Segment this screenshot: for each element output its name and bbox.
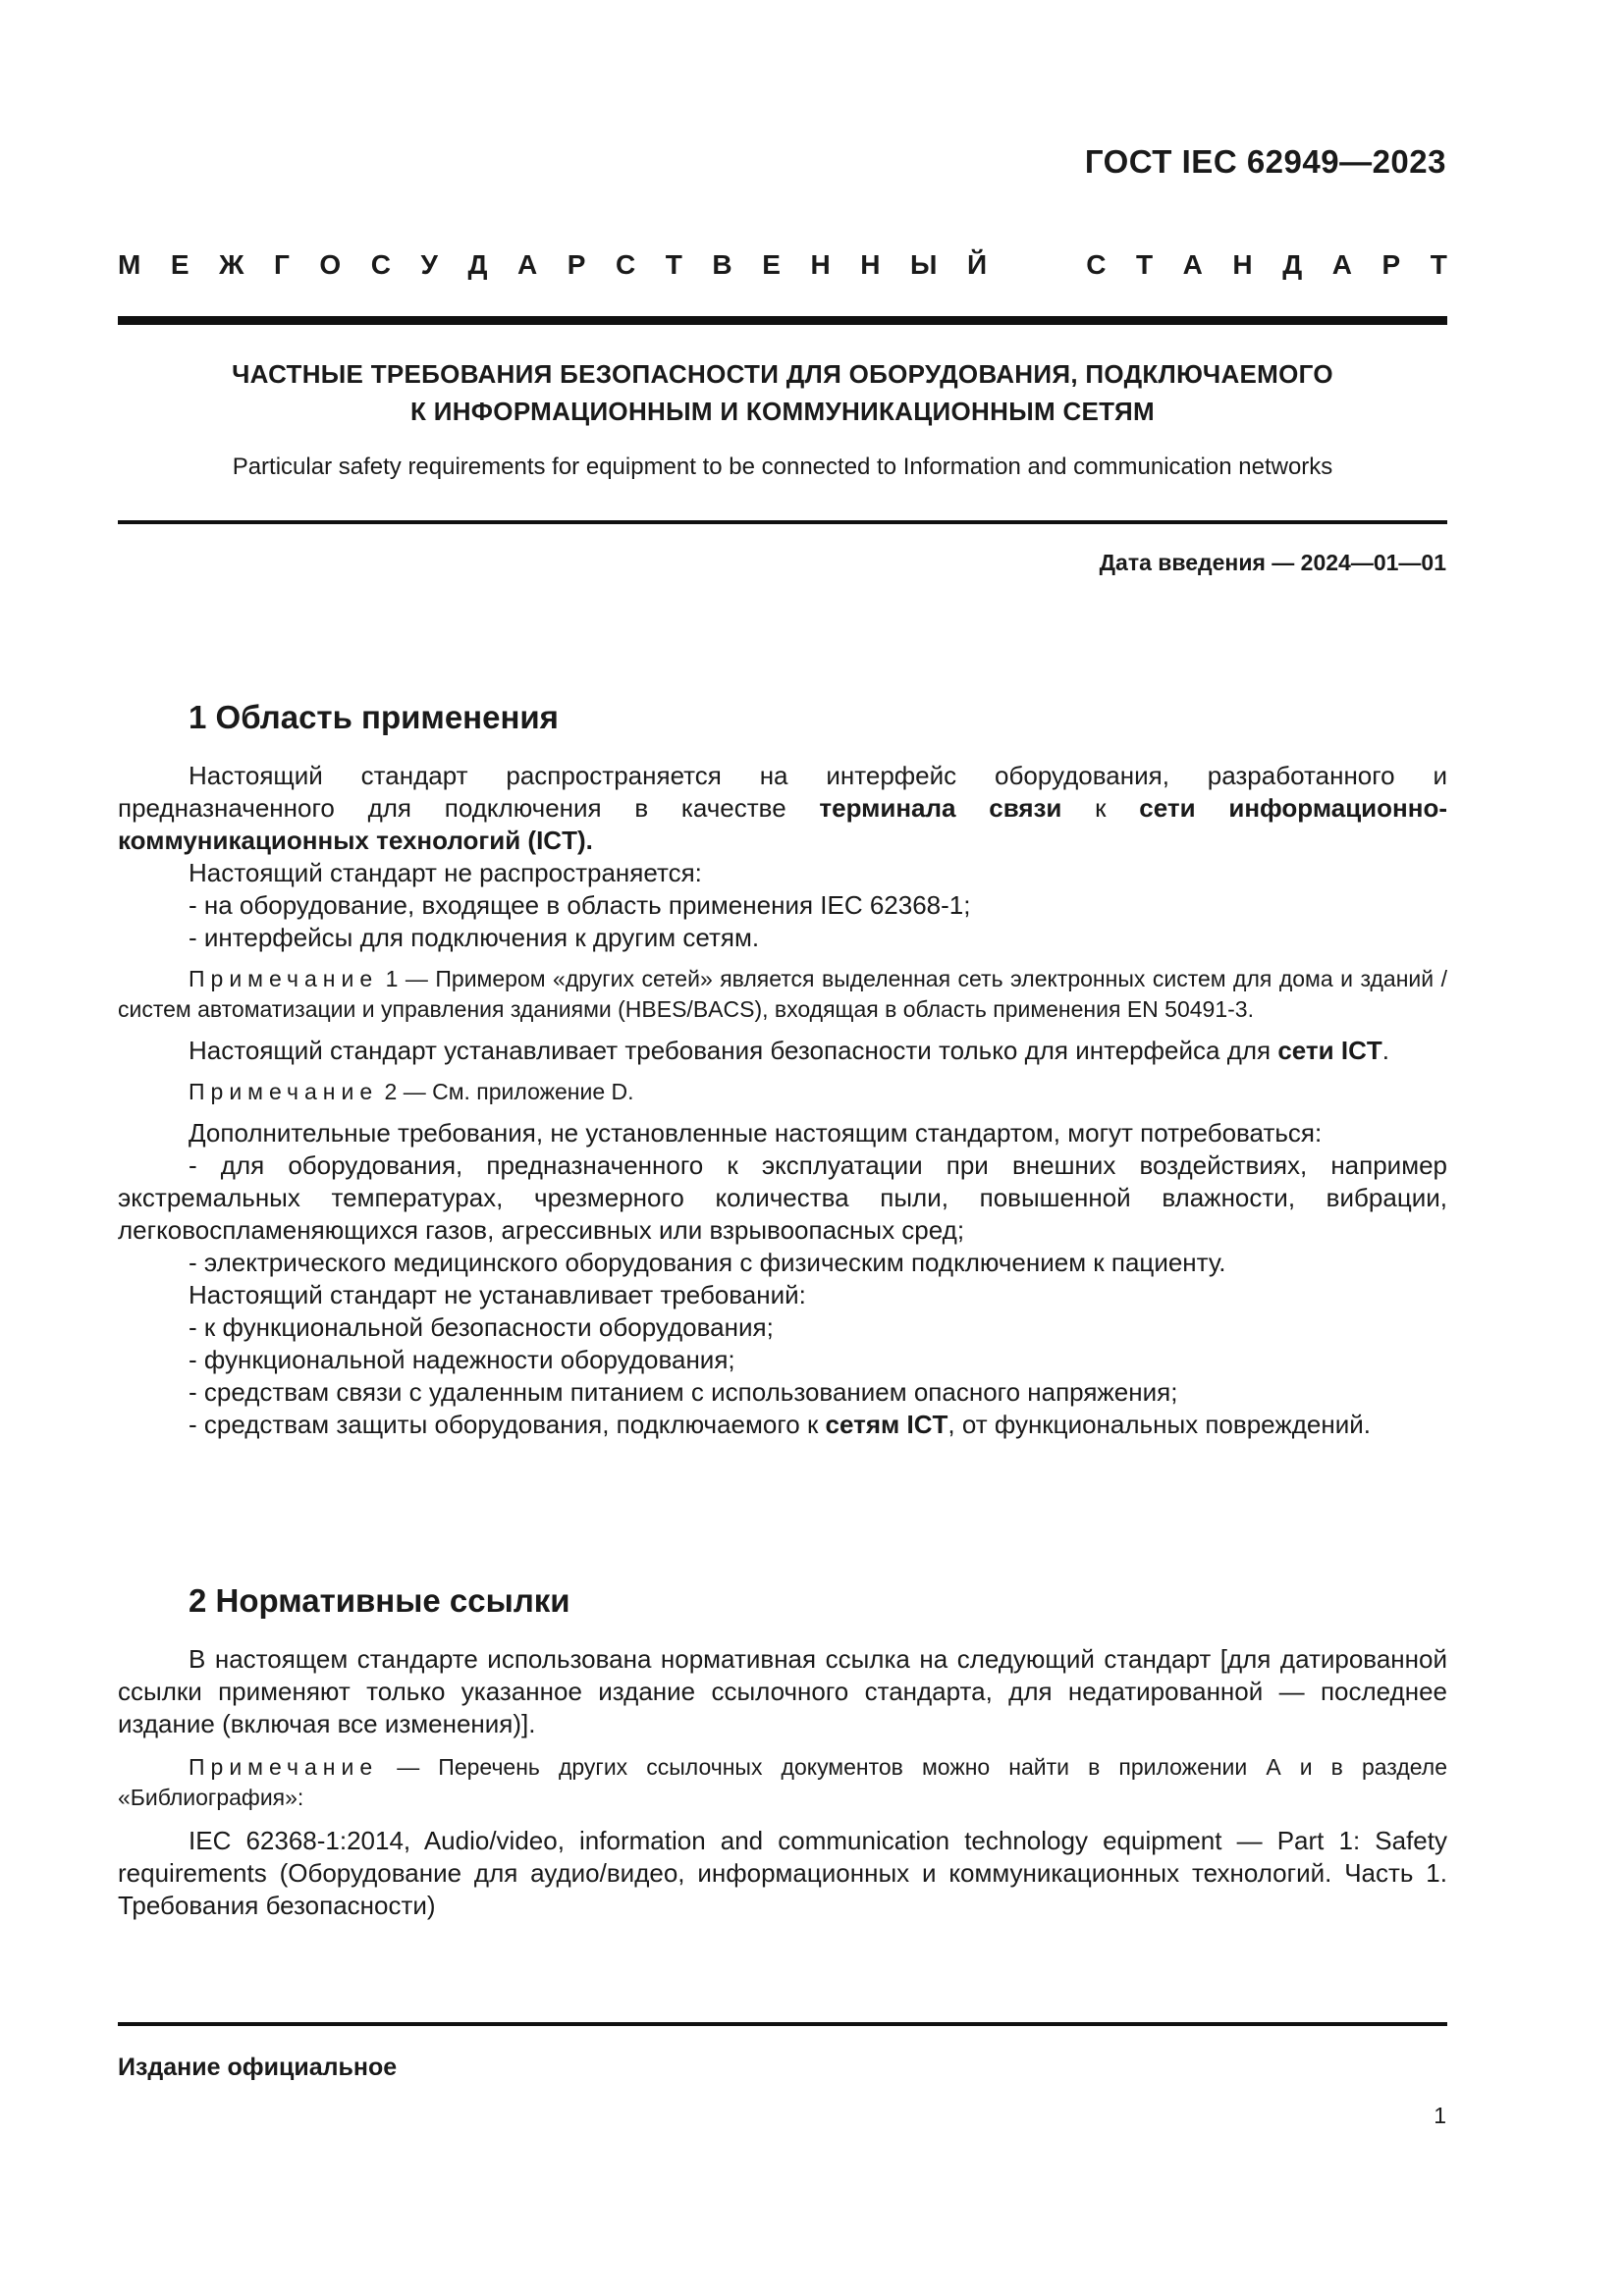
type-letter: О (319, 249, 342, 280)
type-letter: У (420, 249, 438, 280)
type-letter: Е (762, 249, 781, 280)
type-letter: Е (170, 249, 189, 280)
type-letter: Т (1430, 249, 1447, 280)
type-letter: М (118, 249, 141, 280)
type-letter: Н (860, 249, 881, 280)
references-paragraph: В настоящем стандарте использована нормативная ссылка на следующий стандарт [для датированной ссылки применяют только указанное издание ссылочного стандарта, для недатированной — последнее издание (включая все изменения)]. (118, 1644, 1447, 1738)
title-line-2: К ИНФОРМАЦИОННЫМ И КОММУНИКАЦИОННЫМ СЕТЯМ (410, 397, 1155, 426)
type-letter: Н (1232, 249, 1253, 280)
type-letter: Н (810, 249, 831, 280)
section-2-heading: 2 Нормативные ссылки (189, 1582, 570, 1619)
list-item: - средствам защиты оборудования, подключаемого к сетям ICT, от функциональных повреждений. (189, 1410, 1371, 1439)
type-letter: Р (1381, 249, 1401, 280)
scope-paragraph-2: Настоящий стандарт не распространяется: (189, 858, 702, 887)
standard-code: ГОСТ IEC 62949—2023 (1084, 143, 1446, 180)
header-rule (118, 316, 1447, 325)
list-item: - к функциональной безопасности оборудования; (189, 1312, 774, 1342)
scope-paragraph-1: Настоящий стандарт распространяется на интерфейс оборудования, разработанного и предназначенного для подключения в качестве терминала связи к сети информационно-коммуникационных технологий (ICT). (118, 761, 1447, 855)
type-letter: С (1086, 249, 1107, 280)
type-letter: Ы (910, 249, 938, 280)
type-letter: А (1182, 249, 1203, 280)
type-letter: Т (665, 249, 682, 280)
normative-reference: IEC 62368-1:2014, Audio/video, information and communication technology equipment — Part 1: Safety requirements (Оборудование для аудио/видео, информационных и коммуникационных технологий. Часть 1. Требования безопасности) (118, 1826, 1447, 1920)
title-line-1: ЧАСТНЫЕ ТРЕБОВАНИЯ БЕЗОПАСНОСТИ ДЛЯ ОБОРУДОВАНИЯ, ПОДКЛЮЧАЕМОГО (232, 359, 1333, 389)
list-item: - электрического медицинского оборудования с физическим подключением к пациенту. (189, 1248, 1226, 1277)
title-rule (118, 520, 1447, 524)
list-item: - интерфейсы для подключения к другим сетям. (189, 923, 760, 952)
type-letter: Р (567, 249, 586, 280)
type-letter: С (370, 249, 391, 280)
scope-paragraph-5: Настоящий стандарт не устанавливает требований: (189, 1280, 806, 1309)
list-item: - средствам связи с удаленным питанием с использованием опасного напряжения; (189, 1377, 1178, 1407)
type-letter: Д (1282, 249, 1303, 280)
introduction-date: Дата введения — 2024—01—01 (1099, 550, 1446, 575)
page-number: 1 (1434, 2103, 1446, 2128)
references-note: Примечание — Перечень других ссылочных документов можно найти в приложении А и в разделе «Библиография»: (118, 1754, 1447, 1810)
section-2-body (118, 1643, 1447, 1922)
list-item: - на оборудование, входящее в область применения IEC 62368-1; (189, 890, 971, 920)
section-1-heading: 1 Область применения (189, 699, 559, 735)
type-letter: С (615, 249, 636, 280)
section-1-body (118, 760, 1447, 1441)
document-title (118, 355, 1447, 430)
type-letter: В (712, 249, 732, 280)
note-1: Примечание 1 — Примером «других сетей» является выделенная сеть электронных систем для дома и зданий /систем автоматизации и управления зданиями (HBES/BACS), входящая в область применения EN 50491-3. (118, 966, 1447, 1022)
type-letter: Д (467, 249, 488, 280)
footer-rule (118, 2022, 1447, 2026)
scope-paragraph-3: Настоящий стандарт устанавливает требования безопасности только для интерфейса для сети ICT. (189, 1036, 1389, 1065)
type-letter: Г (273, 249, 290, 280)
document-subtitle: Particular safety requirements for equipment to be connected to Information and communication networks (232, 454, 1333, 480)
edition-label: Издание официальное (118, 2054, 398, 2081)
type-letter: А (516, 249, 538, 280)
word-gap (1017, 249, 1056, 281)
scope-paragraph-4: Дополнительные требования, не установленные настоящим стандартом, могут потребоваться: (189, 1118, 1323, 1148)
note-2: Примечание 2 — См. приложение D. (189, 1079, 634, 1104)
list-item: - для оборудования, предназначенного к эксплуатации при внешних воздействиях, например экстремальных температурах, чрезмерного количества пыли, повышенной влажности, вибрации, легковоспламеняющихся газов, агрессивных или взрывоопасных сред; (118, 1150, 1447, 1245)
standard-type-line (118, 249, 1447, 281)
type-letter: Т (1135, 249, 1154, 280)
type-letter: А (1331, 249, 1352, 280)
type-letter: Й (966, 249, 988, 280)
type-letter: Ж (219, 249, 244, 280)
list-item: - функциональной надежности оборудования; (189, 1345, 735, 1374)
